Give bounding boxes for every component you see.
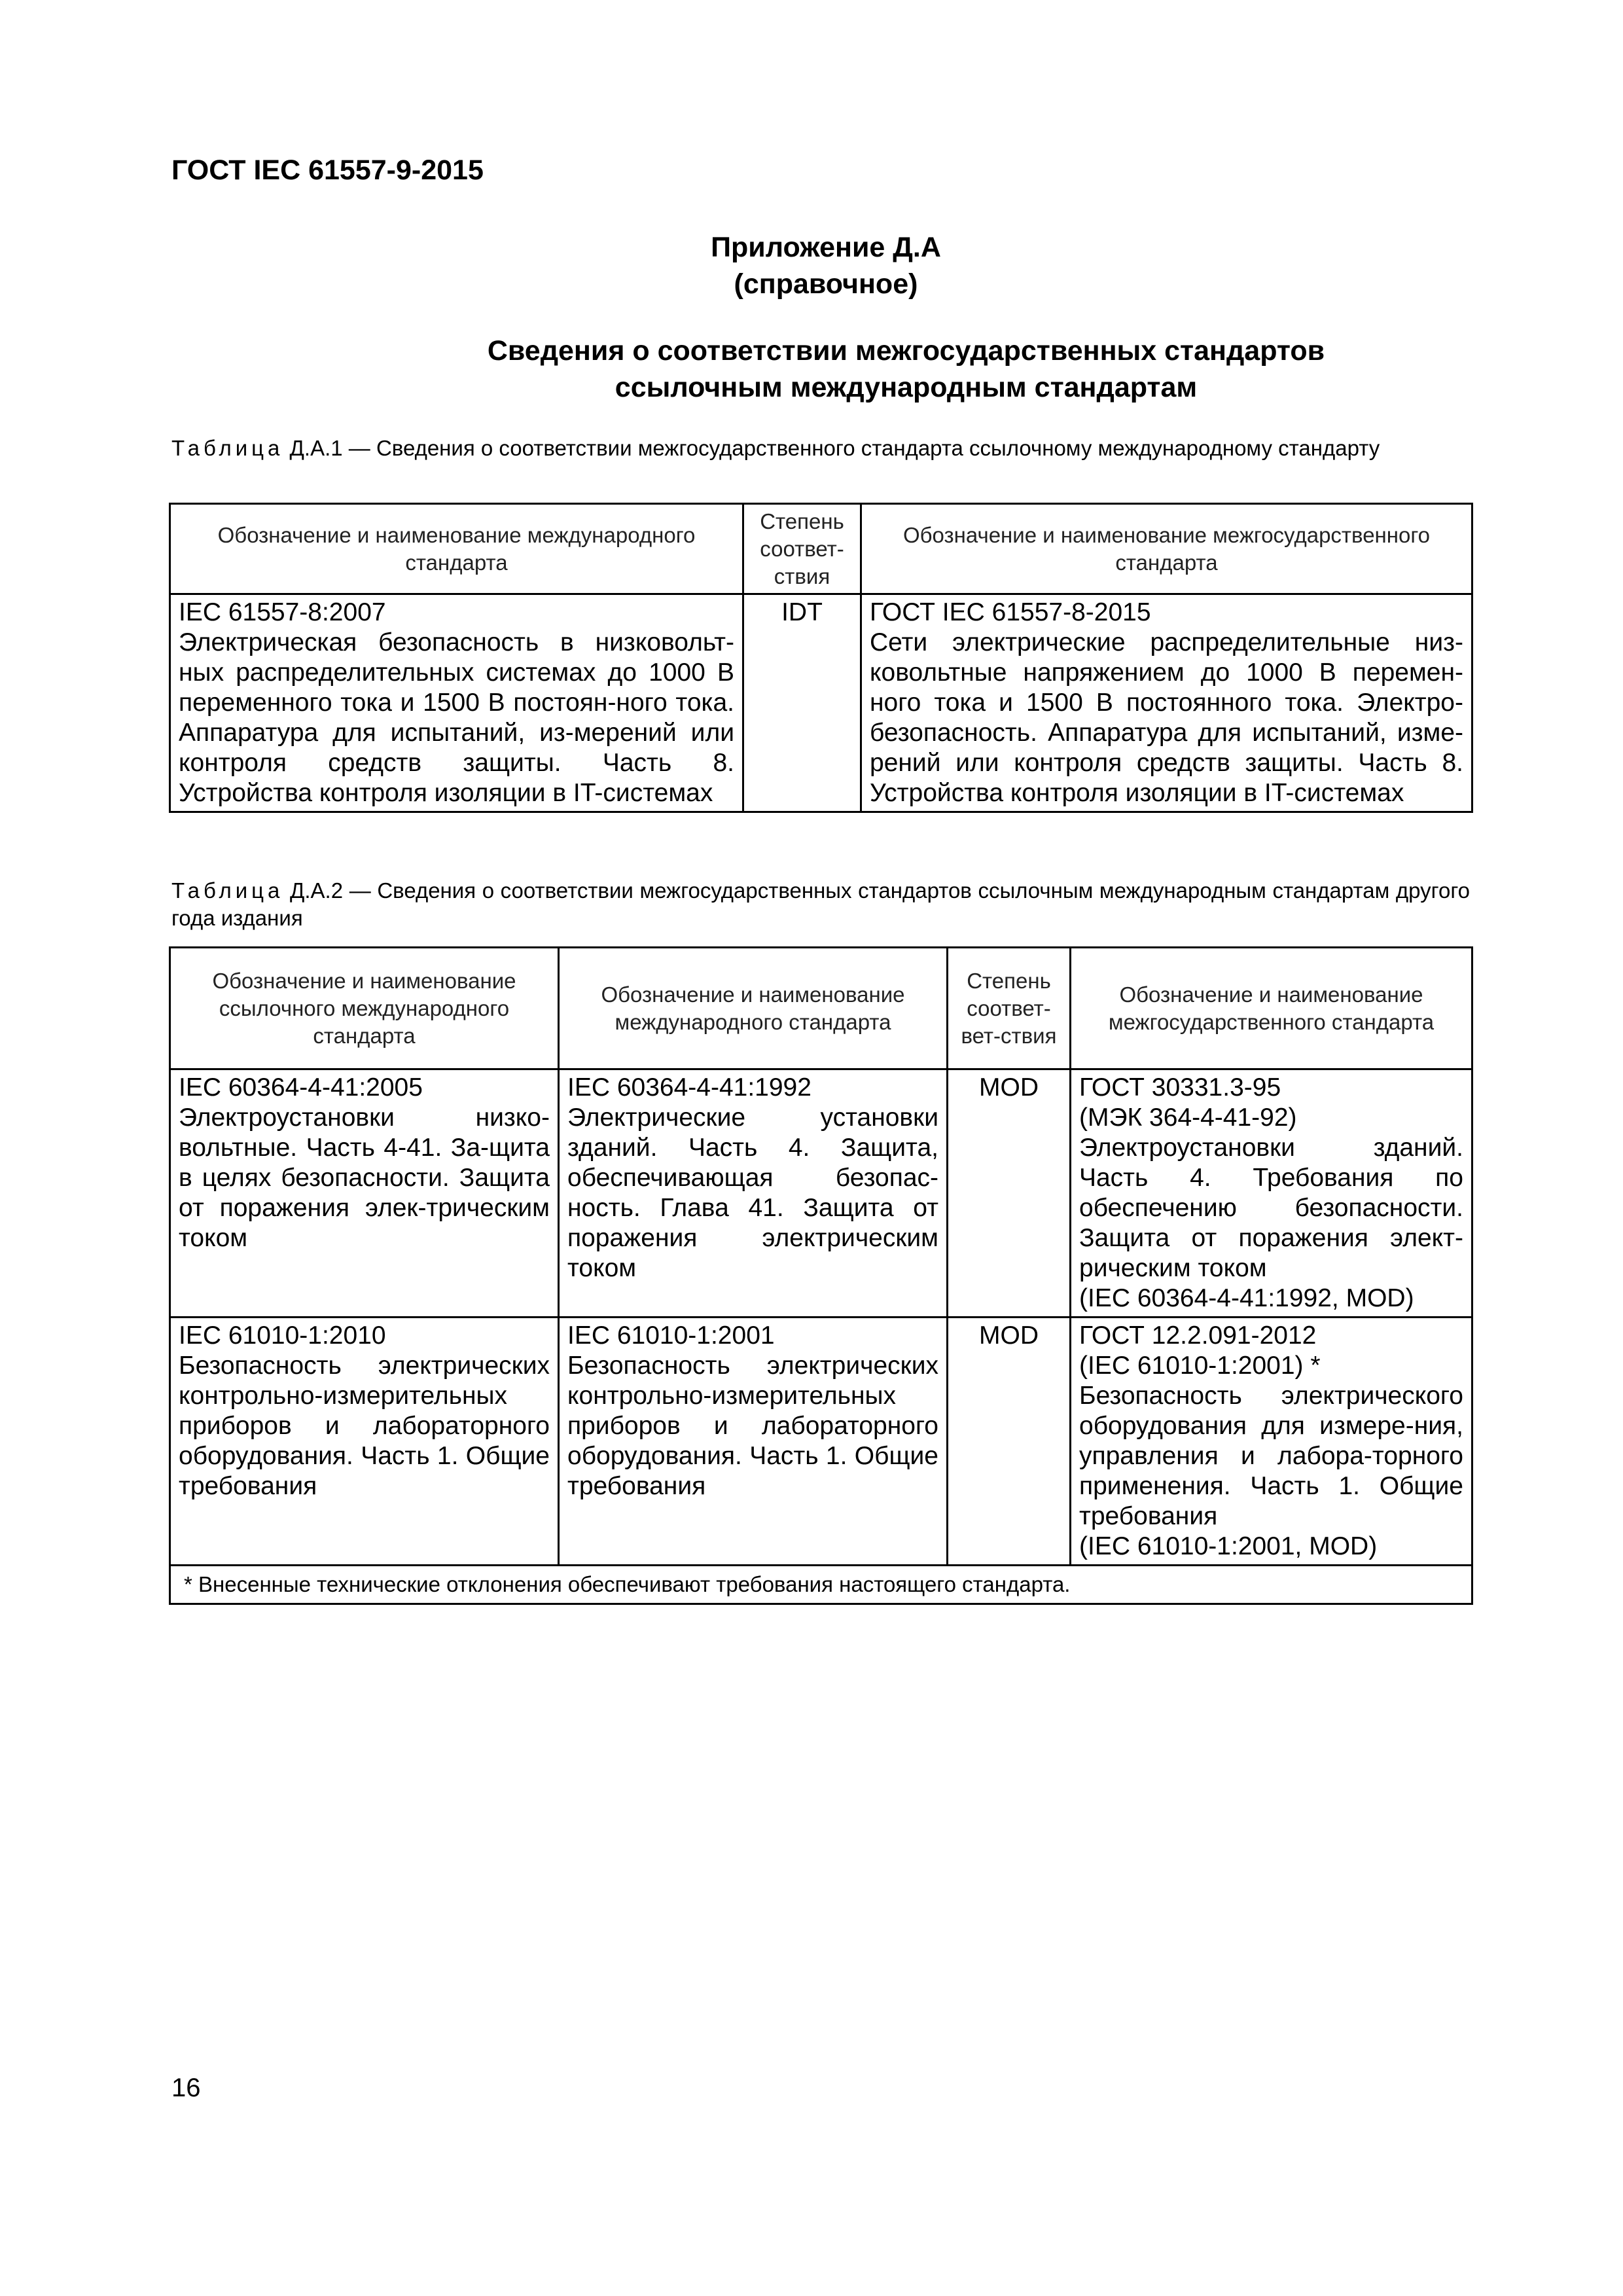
table-row <box>170 1069 1472 1318</box>
gost-standard-name: Сети электрические распределительные низ-ковольтные напряжением до 1000 В перемен-ного тока и 1500 В постоянного тока. Электро-безопасность. Аппаратура для испытаний, изме-рений или контроля средств защиты. Часть 8. Устройства контроля изоляции в IT-системах <box>870 628 1463 807</box>
table1-caption-prefix: Таблица <box>171 436 284 460</box>
table1-cell-degree: IDT <box>743 594 861 812</box>
page-number: 16 <box>171 2073 201 2102</box>
ref-standard-code: IEC 60364-4-41:2005 <box>179 1073 423 1102</box>
table2-caption <box>171 877 1470 932</box>
table2-cell-ref <box>170 1318 559 1566</box>
annex-type: (справочное) <box>734 268 918 300</box>
section-heading <box>171 332 1623 406</box>
table2-header-ref: Обозначение и наименование ссылочного международного стандарта <box>170 948 559 1069</box>
table2-cell-intl <box>559 1069 948 1318</box>
intl-standard-name: Электрические установки зданий. Часть 4. Защита, обеспечивающая безопас-ность. Глава 41. Защита от поражения электрическим током <box>567 1103 938 1282</box>
table2-cell-degree: MOD <box>948 1069 1071 1318</box>
table2-header-degree: Степень соответ-вет-ствия <box>948 948 1071 1069</box>
ref-standard-name: Электроустановки низко-вольтные. Часть 4-41. За-щита в целях безопасности. Защита от поражения элек-трическим током <box>179 1103 550 1252</box>
table2-cell-intl <box>559 1318 948 1566</box>
gost-standard-code: ГОСТ IEC 61557-8-2015 <box>870 598 1151 626</box>
table2-footnote-row <box>170 1566 1472 1604</box>
table2-caption-prefix: Таблица <box>171 878 284 903</box>
gost-standard-ref: (IEC 60364-4-41:1992, MOD) <box>1079 1284 1414 1312</box>
table2-cell-gost <box>1071 1318 1472 1566</box>
intl-standard-code: IEC 60364-4-41:1992 <box>567 1073 812 1102</box>
intl-standard-name: Электрическая безопасность в низковольт-ных распределительных системах до 1000 В переменного тока и 1500 В постоян-ного тока. Аппаратура для испытаний, из-мерений или контроля средств защиты. Часть 8. Устройства контроля изоляции в IT-системах <box>179 628 734 807</box>
table1-caption <box>171 435 1470 462</box>
table1-header-degree: Степень соответ-ствия <box>743 504 861 594</box>
table1-cell-gost <box>861 594 1472 812</box>
table2-cell-ref <box>170 1069 559 1318</box>
table1-header-row <box>170 504 1472 594</box>
ref-standard-name: Безопасность электрических контрольно-измерительных приборов и лабораторного оборудования. Часть 1. Общие требования <box>179 1352 550 1500</box>
table1-caption-text: Д.А.1 — Сведения о соответствии межгосударственного стандарта ссылочному международному стандарту <box>283 436 1380 460</box>
table2-header-gost: Обозначение и наименование межгосударственного стандарта <box>1071 948 1472 1069</box>
table-footnote: * Внесенные технические отклонения обеспечивают требования настоящего стандарта. <box>170 1566 1472 1604</box>
ref-standard-code: IEC 61010-1:2010 <box>179 1321 386 1350</box>
gost-standard-alt: (МЭК 364-4-41-92) <box>1079 1103 1297 1132</box>
intl-standard-code: IEC 61557-8:2007 <box>179 598 386 626</box>
table2-header-intl: Обозначение и наименование международного стандарта <box>559 948 948 1069</box>
gost-standard-alt: (IEC 61010-1:2001) * <box>1079 1352 1321 1380</box>
section-heading-line-2: ссылочным международным стандартам <box>615 372 1198 403</box>
table2-caption-text: Д.А.2 — Сведения о соответствии межгосударственных стандартов ссылочным международным стандартам другого года издания <box>171 878 1470 930</box>
table-1 <box>169 503 1473 813</box>
gost-standard-code: ГОСТ 30331.3-95 <box>1079 1073 1281 1102</box>
annex-title <box>171 229 1480 302</box>
table1-cell-intl <box>170 594 743 812</box>
table2-cell-degree: MOD <box>948 1318 1071 1566</box>
gost-standard-name: Электроустановки зданий. Часть 4. Требования по обеспечению безопасности. Защита от поражения элект-рическим током <box>1079 1134 1463 1282</box>
intl-standard-name: Безопасность электрических контрольно-измерительных приборов и лабораторного оборудования. Часть 1. Общие требования <box>567 1352 938 1500</box>
table1-header-intl: Обозначение и наименование международного стандарта <box>170 504 743 594</box>
gost-standard-name: Безопасность электрического оборудования для измере-ния, управления и лабора-торного применения. Часть 1. Общие требования <box>1079 1382 1463 1530</box>
table1-header-gost: Обозначение и наименование межгосударственного стандарта <box>861 504 1472 594</box>
document-id: ГОСТ IEC 61557-9-2015 <box>171 154 484 186</box>
table-row <box>170 1318 1472 1566</box>
gost-standard-code: ГОСТ 12.2.091-2012 <box>1079 1321 1317 1350</box>
section-heading-line-1: Сведения о соответствии межгосударственных стандартов <box>487 335 1325 367</box>
table2-header-row <box>170 948 1472 1069</box>
table-row <box>170 594 1472 812</box>
annex-label: Приложение Д.А <box>711 232 941 263</box>
intl-standard-code: IEC 61010-1:2001 <box>567 1321 775 1350</box>
table2-cell-gost <box>1071 1069 1472 1318</box>
table-2 <box>169 946 1473 1605</box>
gost-standard-ref: (IEC 61010-1:2001, MOD) <box>1079 1532 1378 1560</box>
